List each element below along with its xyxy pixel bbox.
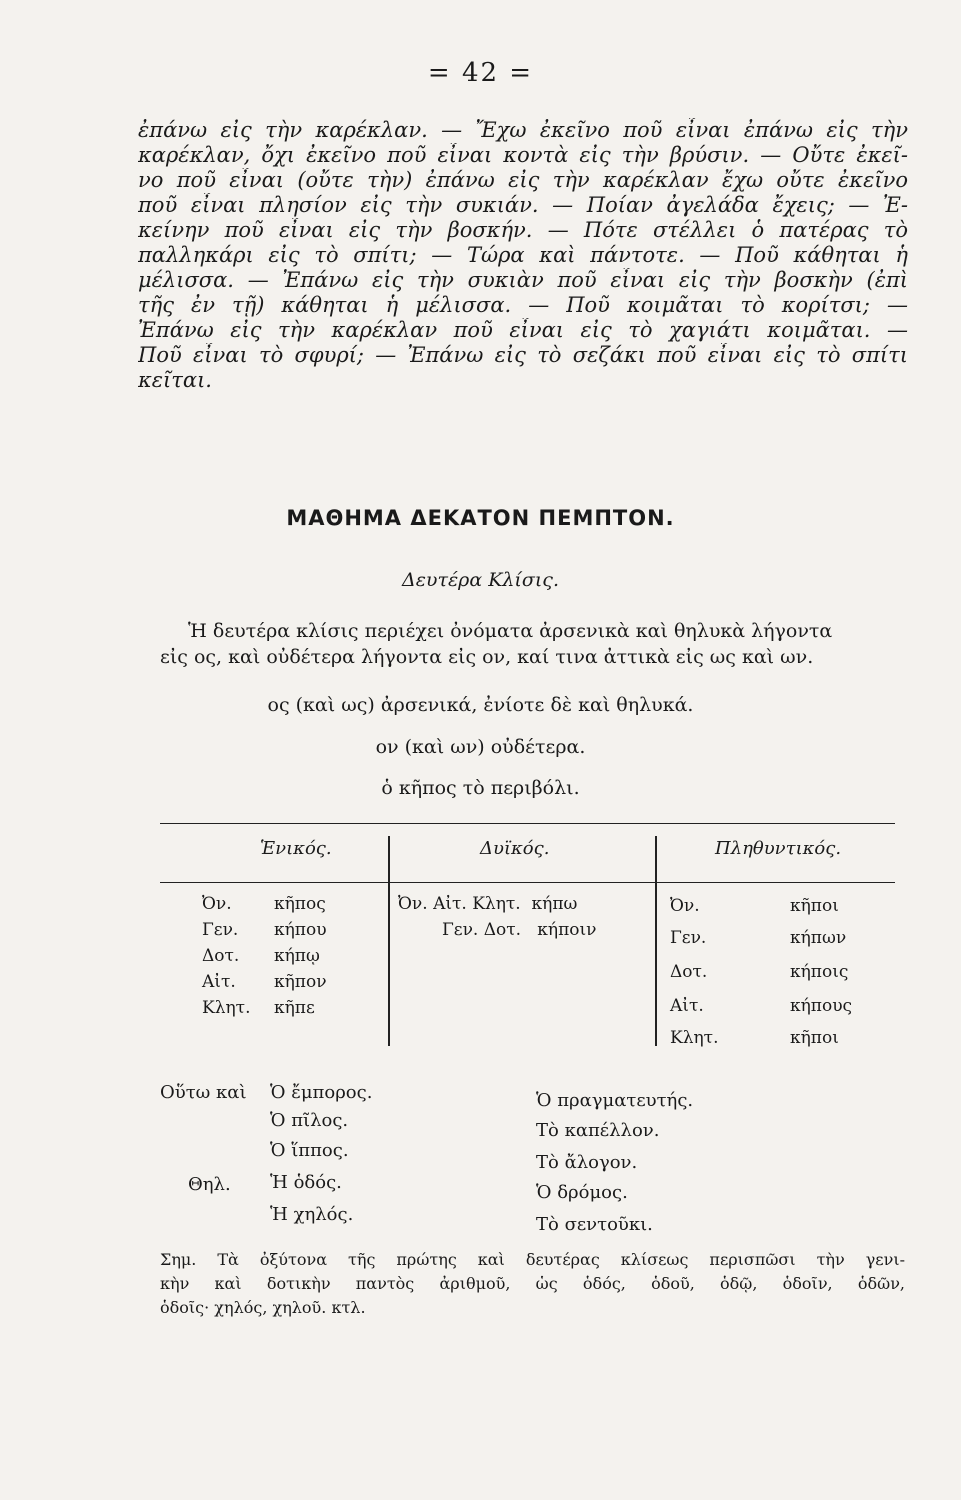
- example-right: Τὸ καπέλλον.: [536, 1120, 660, 1141]
- case-label: Κλητ.: [202, 998, 251, 1018]
- rule-line-4: ον (καὶ ων) οὐδέτερα.: [375, 736, 586, 758]
- case-label: Γεν.: [670, 928, 707, 948]
- singular-header: Ἑνικός.: [260, 838, 332, 859]
- case-label: Ὀν. Αἰτ. Κλητ.: [398, 894, 521, 914]
- case-form: κῆπος: [274, 894, 326, 914]
- case-form: κήπους: [790, 996, 853, 1016]
- plural-row: [670, 896, 839, 916]
- intro-line: Ποῦ εἶναι τὸ σφυρί; — Ἐπάνω εἰς τὸ σεζάκι ποῦ εἶναι εἰς τὸ σπίτι: [138, 343, 908, 367]
- plural-row: [670, 996, 852, 1016]
- case-form: κῆποι: [790, 1028, 839, 1048]
- case-form: κήπῳ: [274, 946, 320, 966]
- lesson-title: ΜΑΘΗΜΑ ΔΕΚΑΤΟΝ ΠΕΜΠΤΟΝ.: [286, 506, 675, 530]
- page-number: = 42 =: [427, 58, 534, 88]
- example-right: Ὁ πραγματευτής.: [536, 1090, 694, 1111]
- case-form: κῆπε: [274, 998, 315, 1018]
- page-number-value: 42: [461, 58, 500, 88]
- footnote: [160, 1248, 905, 1320]
- intro-line: ἐπάνω εἰς τὴν καρέκλαν. — Ἔχω ἐκεῖνο ποῦ εἶναι ἐπάνω εἰς τὴν: [138, 118, 908, 142]
- intro-line: νο ποῦ εἶναι (οὔτε τὴν) ἐπάνω εἰς τὴν καρέκλαν ἔχω οὔτε ἐκεῖνο: [138, 168, 908, 192]
- intro-line: κεῖται.: [138, 368, 212, 392]
- case-form: κῆπον: [274, 972, 327, 992]
- case-label: Ὀν.: [202, 894, 232, 914]
- rule-line-2: εἰς ος, καὶ οὐδέτερα λήγοντα εἰς ον, καί τινα ἀττικὰ εἰς ως καὶ ων.: [160, 646, 814, 668]
- case-form: κῆποι: [790, 896, 839, 916]
- case-label: Δοτ.: [202, 946, 240, 966]
- example-left: Ἡ ὁδός.: [270, 1172, 342, 1193]
- intro-line: καρέκλαν, ὄχι ἐκεῖνο ποῦ εἶναι κοντὰ εἰς τὴν βρύσιν. — Οὔτε ἐκεῖ-: [138, 143, 908, 167]
- header-separator: [160, 882, 895, 883]
- example-left: Ἡ χηλός.: [270, 1204, 354, 1225]
- rule-line-1: Ἡ δευτέρα κλίσις περιέχει ὀνόματα ἀρσενικὰ καὶ θηλυκὰ λήγοντα: [188, 620, 833, 642]
- case-form: κήποις: [790, 962, 849, 982]
- example-left: Ὁ ἔμπορος.: [270, 1082, 373, 1103]
- dual-row: [398, 894, 577, 914]
- example-left: Ὁ πῖλος.: [270, 1110, 349, 1131]
- case-form: κήπω: [531, 894, 578, 914]
- intro-line: κείνην ποῦ εἶναι εἰς τὴν βοσκήν. — Πότε στέλλει ὁ πατέρας τὸ: [138, 218, 908, 242]
- singular-row: [202, 998, 315, 1018]
- intro-line: τῆς ἐν τῇ) κάθηται ἡ μέλισσα. — Ποῦ κοιμᾶται τὸ κορίτσι; —: [138, 293, 908, 317]
- plural-row: [670, 962, 848, 982]
- plural-row: [670, 928, 846, 948]
- case-label: Αἰτ.: [670, 996, 704, 1016]
- case-label: Κλητ.: [670, 1028, 719, 1048]
- footnote-line: κὴν καὶ δοτικὴν παντὸς ἀριθμοῦ, ὡς ὁδός, ὁδοῦ, ὁδῷ, ὁδοῖν, ὁδῶν,: [160, 1274, 905, 1293]
- example-left: Ὁ ἵππος.: [270, 1140, 349, 1161]
- plural-row: [670, 1028, 839, 1048]
- singular-row: [202, 946, 320, 966]
- intro-line: παλληκάρι εἰς τὸ σπίτι; — Τώρα καὶ πάντοτε. — Ποῦ κάθηται ἡ: [138, 243, 908, 267]
- footnote-line: ὁδοῖς· χηλός, χηλοῦ. κτλ.: [160, 1298, 366, 1317]
- rule-line-5: ὁ κῆπος τὸ περιβόλι.: [381, 777, 580, 799]
- case-label: Αἰτ.: [202, 972, 236, 992]
- case-label: Γεν.: [202, 920, 239, 940]
- intro-paragraph: [138, 118, 908, 393]
- dual-row: [442, 920, 597, 940]
- singular-row: [202, 894, 326, 914]
- examples-intro: Οὕτω καὶ: [160, 1082, 247, 1103]
- case-label: Γεν. Δοτ.: [442, 920, 522, 940]
- case-label: Ὀν.: [670, 896, 700, 916]
- example-right: Τὸ σεντοῦκι.: [536, 1214, 653, 1235]
- declension-table: [160, 823, 895, 1054]
- case-form: κήπων: [790, 928, 847, 948]
- example-right: Ὁ δρόμος.: [536, 1182, 628, 1203]
- singular-row: [202, 972, 327, 992]
- case-form: κήπου: [274, 920, 327, 940]
- footnote-line: Σημ. Τὰ ὀξύτονα τῆς πρώτης καὶ δευτέρας κλίσεως περισπῶσι τὴν γενι-: [160, 1250, 905, 1269]
- intro-line: Ἐπάνω εἰς τὴν καρέκλαν ποῦ εἶναι εἰς τὸ χαγιάτι κοιμᾶται. —: [138, 318, 908, 342]
- feminine-label: Θηλ.: [188, 1174, 231, 1195]
- plural-header: Πληθυντικός.: [715, 838, 842, 859]
- rule-line-3: ος (καὶ ως) ἀρσενικά, ἐνίοτε δὲ καὶ θηλυκά.: [267, 694, 694, 716]
- lesson-subtitle: Δευτέρα Κλίσις.: [401, 569, 559, 591]
- case-form: κήποιν: [537, 920, 597, 940]
- singular-row: [202, 920, 327, 940]
- intro-line: μέλισσα. — Ἐπάνω εἰς τὴν συκιὰν ποῦ εἶναι εἰς τὴν βοσκὴν (ἐπὶ: [138, 268, 908, 292]
- case-label: Δοτ.: [670, 962, 708, 982]
- dual-header: Δυϊκός.: [480, 838, 550, 859]
- intro-line: ποῦ εἶναι πλησίον εἰς τὴν συκιάν. — Ποίαν ἀγελάδα ἔχεις; — Ἐ-: [138, 193, 908, 217]
- column-divider: [388, 836, 390, 1046]
- example-right: Τὸ ἄλογον.: [536, 1152, 638, 1173]
- column-divider: [655, 836, 657, 1046]
